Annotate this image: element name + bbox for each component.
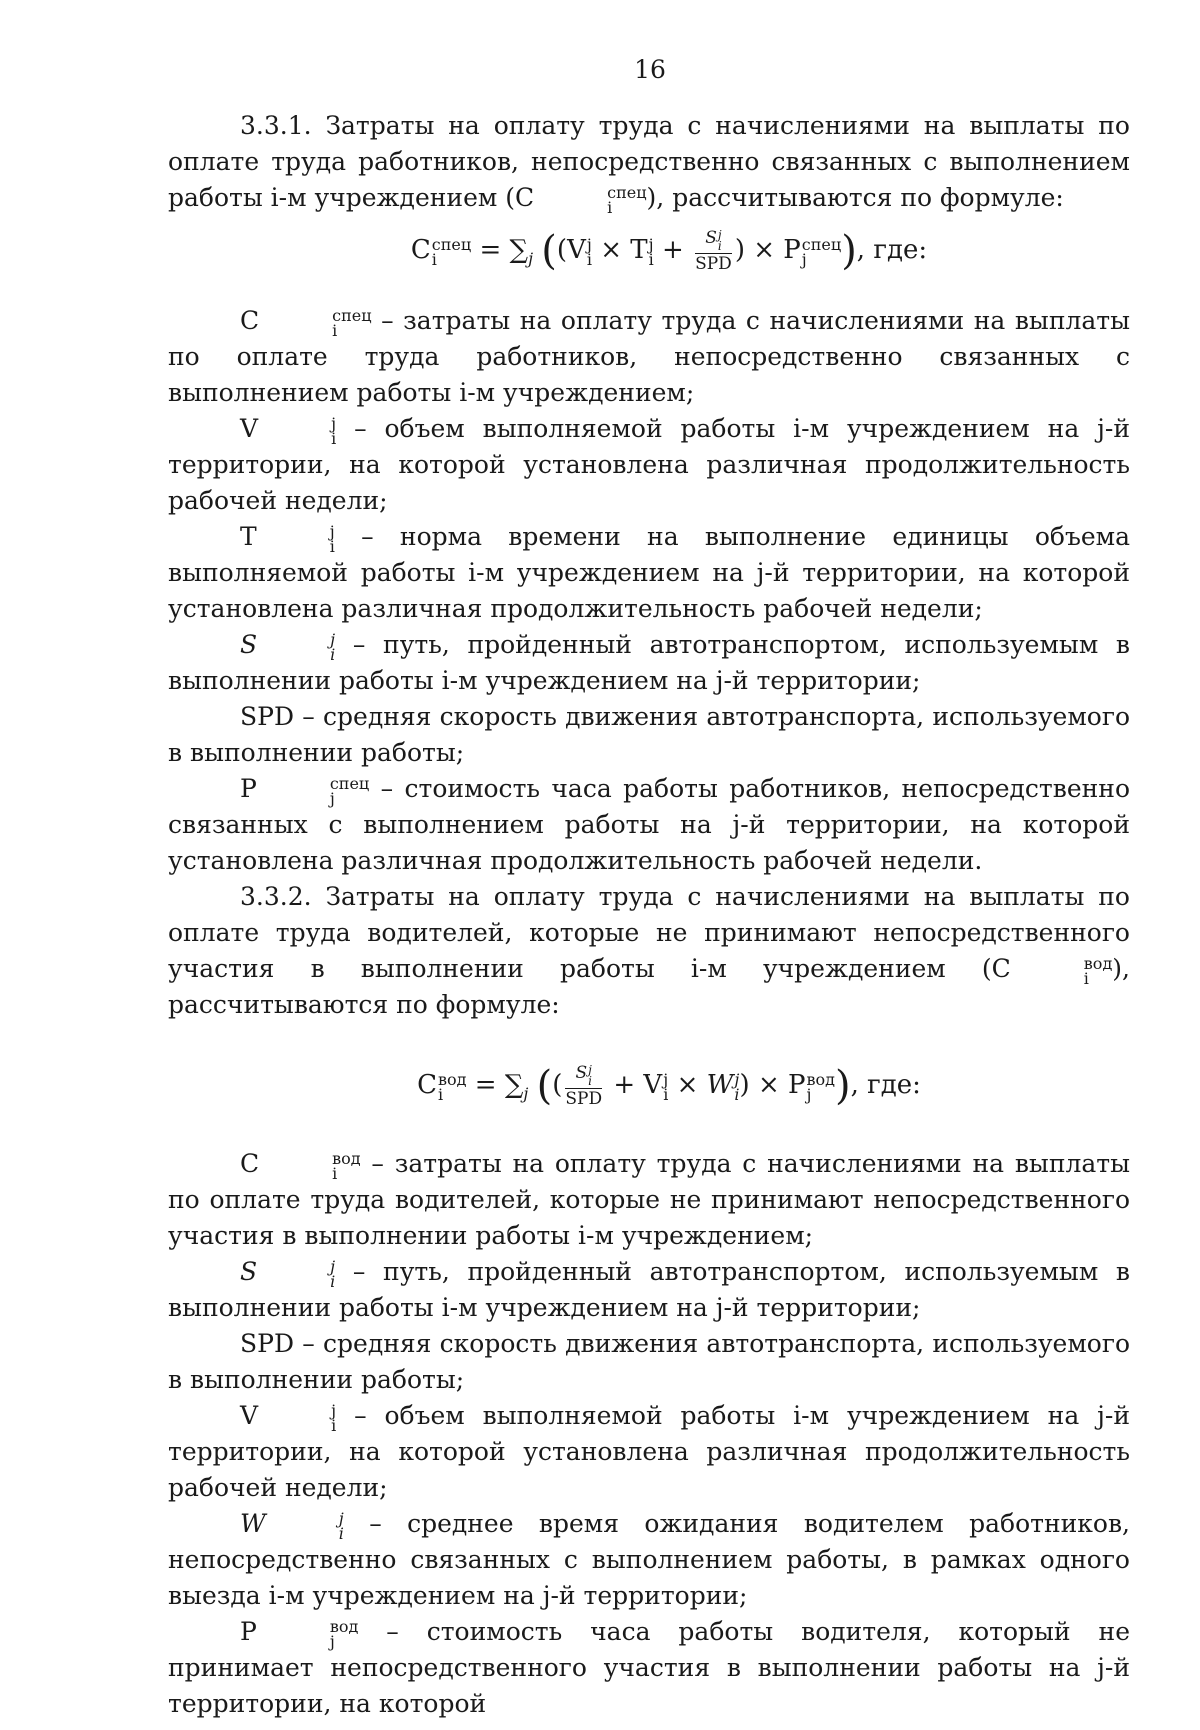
formula-c-vod: C вод i = $\sum_j$ (( S j i SPD + V j i × W j i ) × P вод j ), где: [417, 1063, 921, 1109]
def-v: V j i – объем выполняемой работы i-м учреждением на j-й территории, на которой установлена различная продолжительность рабочей недели; [168, 414, 1130, 515]
formula-c-spec: C спец i = $\sum_j$ ((V j i × T j i + S j i SPD ) × P спец j ), где: [410, 228, 928, 274]
def-s-2: S j i – путь, пройденный автотранспортом, используемым в выполнении работы i-м учреждением на j-й территории; [168, 1257, 1130, 1322]
def-c-spec: C спец i – затраты на оплату труда с начислениями на выплаты по оплате труда работников, непосредственно связанных с выполнением работы i-м учреждением; [168, 306, 1130, 407]
def-v-2: V j i – объем выполняемой работы i-м учреждением на j-й территории, на которой установлена различная продолжительность рабочей недели; [168, 1401, 1130, 1502]
def-p-vod: P вод j – стоимость часа работы водителя, который не принимает непосредственного участия в выполнении работы на j-й территории, на которой [168, 1617, 1130, 1718]
def-spd: SPD – средняя скорость движения автотранспорта, используемого в выполнении работы; [168, 702, 1130, 767]
def-c-vod: C вод i – затраты на оплату труда с начислениями на выплаты по оплате труда водителей, которые не принимают непосредственного участия в выполнении работы i-м учреждением; [168, 1149, 1130, 1250]
page-number: 16 [634, 55, 666, 84]
def-w: W j i – среднее время ожидания водителем работников, непосредственно связанных с выполнением работы, в рамках одного выезда i-м учреждением на j-й территории; [168, 1509, 1130, 1610]
fraction-s-over-spd: S j i SPD [695, 228, 732, 274]
def-s: S j i – путь, пройденный автотранспортом, используемым в выполнении работы i-м учреждением на j-й территории; [168, 630, 1130, 695]
symbol-c-vod: C вод i [991, 954, 1113, 988]
def-t: T j i – норма времени на выполнение единицы объема выполняемой работы i-м учреждением на j-й территории, на которой установлена различная продолжительность рабочей недели; [168, 522, 1130, 623]
fraction-s-over-spd-2: S j i SPD [565, 1063, 603, 1109]
def-spd-2: SPD – средняя скорость движения автотранспорта, используемого в выполнении работы; [168, 1329, 1130, 1394]
section-3-3-2-intro: 3.3.2. Затраты на оплату труда с начислениями на выплаты по оплате труда водителей, которые не принимают непосредственного участия в выполнении работы i-м учреждением (C вод i ), рассчитываются по формуле: [168, 882, 1130, 1019]
symbol-c-spec: C спец i [515, 183, 647, 217]
document-body [168, 108, 1130, 1722]
section-3-3-1-intro: 3.3.1. Затраты на оплату труда с начислениями на выплаты по оплате труда работников, непосредственно связанных с выполнением работы i-м учреждением (C спец i ), рассчитываются по формуле: [168, 111, 1130, 217]
def-p-spec: P спец j – стоимость часа работы работников, непосредственно связанных с выполнением работы на j-й территории, на которой установлена различная продолжительность рабочей недели. [168, 774, 1130, 875]
